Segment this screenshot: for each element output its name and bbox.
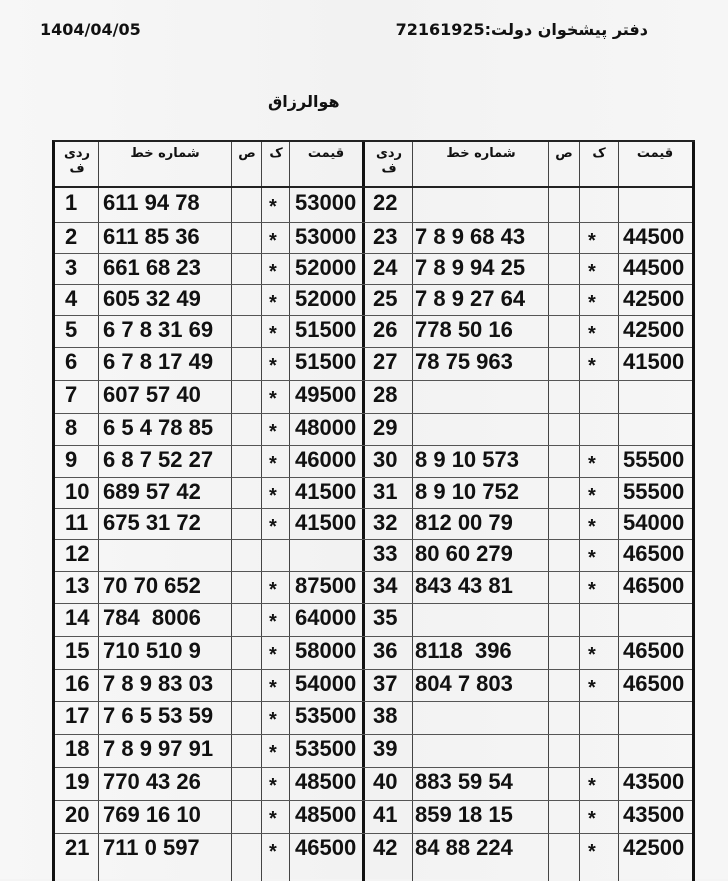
- price-value: 42500: [623, 835, 685, 860]
- k-mark: *: [269, 388, 277, 410]
- row-divider: [55, 347, 692, 348]
- line-number: 70 70 652: [103, 573, 201, 598]
- row-number: 34: [373, 573, 398, 598]
- row-number: 16: [65, 671, 90, 696]
- line-number: 812 00 79: [415, 510, 513, 535]
- line-number: 80 60 279: [415, 541, 513, 566]
- header-line-number: شماره خط: [130, 146, 200, 161]
- price-value: 53000: [295, 224, 357, 249]
- price-value: 48500: [295, 769, 357, 794]
- row-number: 1: [65, 190, 78, 215]
- k-mark: *: [269, 323, 277, 345]
- price-value: 46500: [623, 671, 685, 696]
- row-divider: [55, 669, 692, 670]
- k-mark: *: [588, 292, 596, 314]
- k-mark: *: [588, 841, 596, 863]
- row-number: 39: [373, 736, 398, 761]
- row-number: 18: [65, 736, 90, 761]
- price-value: 44500: [623, 224, 685, 249]
- row-number: 17: [65, 703, 90, 728]
- row-number: 40: [373, 769, 398, 794]
- k-mark: *: [588, 644, 596, 666]
- header-price: قیمت: [307, 146, 345, 161]
- row-divider: [55, 539, 692, 540]
- price-value: 54000: [295, 671, 357, 696]
- line-number: 8 9 10 752: [415, 479, 519, 504]
- k-mark: *: [588, 547, 596, 569]
- price-value: 46500: [295, 835, 357, 860]
- row-number: 24: [373, 255, 398, 280]
- row-number: 19: [65, 769, 90, 794]
- line-number: 784 8006: [103, 605, 201, 630]
- price-value: 44500: [623, 255, 685, 280]
- line-number: 78 75 963: [415, 349, 513, 374]
- price-value: 48000: [295, 415, 357, 440]
- row-number: 23: [373, 224, 398, 249]
- row-number: 3: [65, 255, 78, 280]
- line-number: 711 0 597: [103, 835, 200, 860]
- row-number: 7: [65, 382, 78, 407]
- row-number: 20: [65, 802, 90, 827]
- row-number: 5: [65, 317, 78, 342]
- row-number: 35: [373, 605, 398, 630]
- line-number: 8118 396: [415, 638, 512, 663]
- row-number: 12: [65, 541, 90, 566]
- price-value: 51500: [295, 349, 357, 374]
- document-date: 1404/04/05: [40, 20, 141, 39]
- price-value: 52000: [295, 286, 357, 311]
- line-number: 7 8 9 94 25: [415, 255, 526, 280]
- price-value: 53000: [295, 190, 357, 215]
- k-mark: *: [269, 742, 277, 764]
- row-divider: [55, 380, 692, 381]
- price-value: 49500: [295, 382, 357, 407]
- row-divider: [55, 767, 692, 768]
- price-value: 41500: [295, 479, 357, 504]
- header-price: قیمت: [636, 146, 674, 161]
- header-row-no: ردی ف: [375, 146, 403, 176]
- row-number: 31: [373, 479, 398, 504]
- price-value: 55500: [623, 447, 685, 472]
- k-mark: *: [269, 841, 277, 863]
- row-divider: [55, 571, 692, 572]
- price-value: 41500: [623, 349, 685, 374]
- header-k: ک: [269, 146, 283, 161]
- row-number: 37: [373, 671, 398, 696]
- line-number: 7 6 5 53 59: [103, 703, 214, 728]
- k-mark: *: [588, 775, 596, 797]
- page-blessing: هوالرزاق: [268, 92, 340, 111]
- row-divider: [55, 800, 692, 801]
- line-number: 611 85 36: [103, 224, 200, 249]
- line-number: 675 31 72: [103, 510, 201, 535]
- price-value: 41500: [295, 510, 357, 535]
- k-mark: *: [269, 579, 277, 601]
- line-number: 6 5 4 78 85: [103, 415, 214, 440]
- k-mark: *: [269, 355, 277, 377]
- line-number: 769 16 10: [103, 802, 201, 827]
- line-number: 843 43 81: [415, 573, 513, 598]
- price-value: 51500: [295, 317, 357, 342]
- row-number: 32: [373, 510, 398, 535]
- row-divider: [55, 734, 692, 735]
- k-mark: *: [269, 421, 277, 443]
- k-mark: *: [269, 230, 277, 252]
- price-value: 48500: [295, 802, 357, 827]
- row-number: 4: [65, 286, 78, 311]
- price-value: 46500: [623, 573, 685, 598]
- header-s: ص: [238, 146, 256, 161]
- row-number: 8: [65, 415, 78, 440]
- k-mark: *: [269, 516, 277, 538]
- line-number: 6 7 8 17 49: [103, 349, 214, 374]
- header-s: ص: [555, 146, 573, 161]
- k-mark: *: [588, 516, 596, 538]
- line-number: 611 94 78: [103, 190, 200, 215]
- k-mark: *: [269, 453, 277, 475]
- k-mark: *: [269, 808, 277, 830]
- row-divider: [55, 284, 692, 285]
- row-number: 27: [373, 349, 398, 374]
- phone-number-table: [52, 140, 695, 881]
- row-divider: [55, 445, 692, 446]
- row-number: 13: [65, 573, 90, 598]
- header-k: ک: [592, 146, 606, 161]
- row-divider: [55, 315, 692, 316]
- k-mark: *: [588, 261, 596, 283]
- row-number: 36: [373, 638, 398, 663]
- row-divider: [55, 603, 692, 604]
- k-mark: *: [269, 292, 277, 314]
- row-number: 42: [373, 835, 398, 860]
- k-mark: *: [588, 453, 596, 475]
- price-value: 46000: [295, 447, 357, 472]
- price-value: 87500: [295, 573, 357, 598]
- line-number: 778 50 16: [415, 317, 513, 342]
- row-divider: [55, 253, 692, 254]
- row-number: 11: [65, 510, 89, 535]
- row-number: 21: [65, 835, 90, 860]
- row-number: 38: [373, 703, 398, 728]
- row-divider: [55, 701, 692, 702]
- header-line-number: شماره خط: [446, 146, 516, 161]
- price-value: 46500: [623, 541, 685, 566]
- row-divider: [55, 222, 692, 223]
- row-number: 14: [65, 605, 90, 630]
- row-number: 33: [373, 541, 398, 566]
- row-number: 6: [65, 349, 78, 374]
- k-mark: *: [269, 709, 277, 731]
- line-number: 883 59 54: [415, 769, 513, 794]
- price-value: 52000: [295, 255, 357, 280]
- k-mark: *: [269, 485, 277, 507]
- price-value: 55500: [623, 479, 685, 504]
- k-mark: *: [269, 261, 277, 283]
- row-divider: [55, 636, 692, 637]
- price-value: 43500: [623, 802, 685, 827]
- price-value: 42500: [623, 286, 685, 311]
- row-number: 9: [65, 447, 78, 472]
- k-mark: *: [269, 196, 277, 218]
- row-number: 22: [373, 190, 398, 215]
- row-number: 29: [373, 415, 398, 440]
- price-value: 46500: [623, 638, 685, 663]
- row-number: 28: [373, 382, 398, 407]
- price-value: 54000: [623, 510, 685, 535]
- line-number: 770 43 26: [103, 769, 201, 794]
- k-mark: *: [588, 808, 596, 830]
- header-row-no: ردی ف: [63, 146, 91, 176]
- line-number: 7 8 9 68 43: [415, 224, 526, 249]
- line-number: 859 18 15: [415, 802, 513, 827]
- office-title: دفتر پیشخوان دولت:72161925: [395, 20, 648, 39]
- line-number: 8 9 10 573: [415, 447, 519, 472]
- line-number: 605 32 49: [103, 286, 201, 311]
- row-number: 10: [65, 479, 90, 504]
- line-number: 7 8 9 97 91: [103, 736, 214, 761]
- row-number: 2: [65, 224, 78, 249]
- k-mark: *: [269, 775, 277, 797]
- row-divider: [55, 508, 692, 509]
- k-mark: *: [588, 230, 596, 252]
- line-number: 84 88 224: [415, 835, 513, 860]
- row-divider: [55, 413, 692, 414]
- header-divider: [55, 186, 692, 188]
- row-number: 15: [65, 638, 90, 663]
- line-number: 804 7 803: [415, 671, 513, 696]
- k-mark: *: [588, 355, 596, 377]
- row-divider: [55, 833, 692, 834]
- line-number: 6 8 7 52 27: [103, 447, 214, 472]
- k-mark: *: [588, 323, 596, 345]
- line-number: 689 57 42: [103, 479, 201, 504]
- row-number: 41: [373, 802, 398, 827]
- line-number: 6 7 8 31 69: [103, 317, 214, 342]
- line-number: 710 510 9: [103, 638, 201, 663]
- line-number: 7 8 9 83 03: [103, 671, 214, 696]
- row-number: 26: [373, 317, 398, 342]
- price-value: 42500: [623, 317, 685, 342]
- k-mark: *: [269, 644, 277, 666]
- line-number: 661 68 23: [103, 255, 201, 280]
- line-number: 7 8 9 27 64: [415, 286, 526, 311]
- k-mark: *: [588, 485, 596, 507]
- k-mark: *: [269, 611, 277, 633]
- price-value: 64000: [295, 605, 357, 630]
- row-divider: [55, 477, 692, 478]
- line-number: 607 57 40: [103, 382, 201, 407]
- k-mark: *: [588, 677, 596, 699]
- price-value: 53500: [295, 703, 357, 728]
- k-mark: *: [269, 677, 277, 699]
- row-number: 30: [373, 447, 398, 472]
- price-value: 53500: [295, 736, 357, 761]
- k-mark: *: [588, 579, 596, 601]
- price-value: 43500: [623, 769, 685, 794]
- price-value: 58000: [295, 638, 357, 663]
- row-number: 25: [373, 286, 398, 311]
